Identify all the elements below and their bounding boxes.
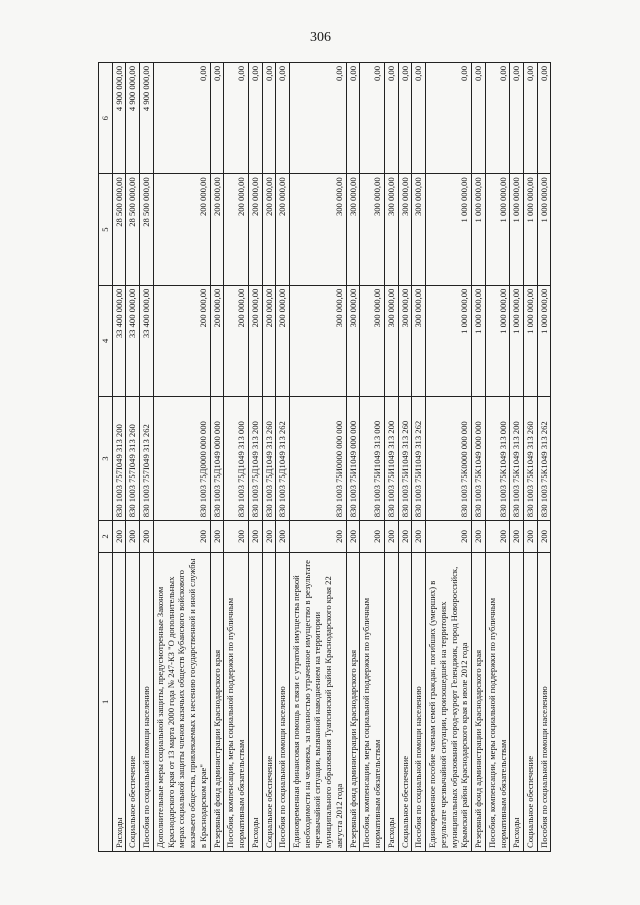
- table-cell: 200: [140, 521, 154, 552]
- table-cell: 200 000,00: [210, 174, 224, 285]
- budget-table: [98, 62, 551, 852]
- table-cell: 1 000 000,00: [537, 174, 551, 285]
- table-cell: 200: [472, 521, 486, 552]
- table-cell: 830 1003 757I049 313 262: [140, 397, 154, 521]
- table-row: [140, 63, 154, 852]
- table-cell: 830 1003 75И1049 313 262: [412, 397, 426, 521]
- table-cell: 200: [426, 521, 472, 552]
- table-cell: 0,00: [398, 63, 412, 174]
- header-cell: 3: [99, 397, 113, 521]
- table-cell: Социальное обеспечение: [262, 552, 276, 851]
- table-cell: 830 1003 75К1049 000 000: [472, 397, 486, 521]
- header-cell: 1: [99, 552, 113, 851]
- table-cell: 0,00: [248, 63, 262, 174]
- table-cell: 200: [523, 521, 537, 552]
- table-row: [472, 63, 486, 852]
- table-cell: 200: [210, 521, 224, 552]
- table-cell: 300 000,00: [412, 174, 426, 285]
- table-cell: 200 000,00: [262, 174, 276, 285]
- table-cell: 0,00: [472, 63, 486, 174]
- table-cell: 0,00: [360, 63, 384, 174]
- table-cell: 200: [290, 521, 347, 552]
- table-cell: 0,00: [426, 63, 472, 174]
- table-cell: Единовременное пособие членам семей граждан, погибших (умерших) в результате чрезвычайной ситуации, произошедшей на территориях муниципальных образований город-курорт Геленджик, город Новороссийск, Крымский район Краснодарского края в июле 2012 года: [426, 552, 472, 851]
- table-row: [224, 63, 248, 852]
- table-cell: 1 000 000,00: [472, 285, 486, 396]
- table-cell: 0,00: [153, 63, 210, 174]
- table-cell: 0,00: [290, 63, 347, 174]
- table-cell: Резервный фонд администрации Краснодарского края: [210, 552, 224, 851]
- table-cell: 830 1003 75Д1049 313 200: [248, 397, 262, 521]
- table-cell: Расходы: [384, 552, 398, 851]
- header-cell: 4: [99, 285, 113, 396]
- table-cell: 830 1003 75Д1049 313 260: [262, 397, 276, 521]
- table-cell: 300 000,00: [360, 285, 384, 396]
- table-cell: Пособия по социальной помощи населению: [412, 552, 426, 851]
- table-cell: 200 000,00: [276, 174, 290, 285]
- table-cell: 4 900 000,00: [140, 63, 154, 174]
- table-cell: 28 500 000,00: [140, 174, 154, 285]
- table-cell: 300 000,00: [384, 285, 398, 396]
- table-row: [210, 63, 224, 852]
- table-cell: 200 000,00: [153, 174, 210, 285]
- table-cell: 300 000,00: [398, 174, 412, 285]
- table-cell: 0,00: [412, 63, 426, 174]
- table-cell: 0,00: [523, 63, 537, 174]
- table-cell: 1 000 000,00: [510, 285, 524, 396]
- table-cell: 300 000,00: [346, 285, 360, 396]
- table-cell: 830 1003 75И0000 000 000: [290, 397, 347, 521]
- table-cell: Социальное обеспечение: [398, 552, 412, 851]
- table-cell: 200 000,00: [153, 285, 210, 396]
- table-cell: 200: [360, 521, 384, 552]
- table-cell: 200 000,00: [262, 285, 276, 396]
- table-cell: 830 1003 75Д1049 313 262: [276, 397, 290, 521]
- table-row: [248, 63, 262, 852]
- table-cell: 200 000,00: [248, 174, 262, 285]
- table-cell: Резервный фонд администрации Краснодарского края: [472, 552, 486, 851]
- table-cell: 200 000,00: [224, 174, 248, 285]
- table-cell: Пособия по социальной помощи населению: [276, 552, 290, 851]
- table-cell: 33 400 000,00: [140, 285, 154, 396]
- table-cell: 200 000,00: [276, 285, 290, 396]
- table-row: [523, 63, 537, 852]
- table-row: [360, 63, 384, 852]
- table-row: [384, 63, 398, 852]
- table-cell: Расходы: [510, 552, 524, 851]
- rotated-table-container: [98, 62, 549, 852]
- header-cell: 6: [99, 63, 113, 174]
- table-cell: 830 1003 75К0000 000 000: [426, 397, 472, 521]
- header-cell: 2: [99, 521, 113, 552]
- table-row: [346, 63, 360, 852]
- table-cell: 200: [510, 521, 524, 552]
- table-cell: 1 000 000,00: [472, 174, 486, 285]
- header-row: [99, 63, 113, 852]
- table-cell: 830 1003 75Д1049 313 000: [224, 397, 248, 521]
- table-cell: 200: [224, 521, 248, 552]
- table-cell: 200: [412, 521, 426, 552]
- table-row: [485, 63, 509, 852]
- table-cell: 830 1003 75И1049 000 000: [346, 397, 360, 521]
- table-cell: 33 400 000,00: [112, 285, 126, 396]
- table-cell: 0,00: [276, 63, 290, 174]
- table-cell: 830 1003 75К1049 313 260: [523, 397, 537, 521]
- table-cell: 0,00: [537, 63, 551, 174]
- table-cell: 830 1003 75К1049 313 200: [510, 397, 524, 521]
- table-cell: 200 000,00: [248, 285, 262, 396]
- table-row: [510, 63, 524, 852]
- table-cell: 830 1003 75Д0000 000 000: [153, 397, 210, 521]
- table-cell: 0,00: [485, 63, 509, 174]
- table-cell: 200: [537, 521, 551, 552]
- table-cell: 200 000,00: [224, 285, 248, 396]
- table-cell: Единовременная финансовая помощь в связи с утратой имущества первой необходимости на человека, за полностью утраченное имущество в результате чрезвычайной ситуации, вызванной наводнением на территории муниципального образования Туапсинский район Краснодарского края 22 августа 2012 года: [290, 552, 347, 851]
- table-row: [276, 63, 290, 852]
- table-cell: Пособия, компенсации, меры социальной поддержки по публичным нормативным обязательствам: [485, 552, 509, 851]
- table-cell: 830 1003 75К1049 313 000: [485, 397, 509, 521]
- table-cell: Социальное обеспечение: [126, 552, 140, 851]
- table-cell: 0,00: [224, 63, 248, 174]
- table-row: [537, 63, 551, 852]
- table-cell: 1 000 000,00: [485, 285, 509, 396]
- table-cell: 300 000,00: [290, 174, 347, 285]
- table-cell: 1 000 000,00: [426, 285, 472, 396]
- table-cell: 300 000,00: [412, 285, 426, 396]
- table-body: [99, 63, 551, 852]
- table-cell: 300 000,00: [398, 285, 412, 396]
- table-cell: 4 900 000,00: [112, 63, 126, 174]
- table-cell: Пособия по социальной помощи населению: [537, 552, 551, 851]
- table-row: [126, 63, 140, 852]
- table-row: [290, 63, 347, 852]
- table-cell: 300 000,00: [384, 174, 398, 285]
- table-cell: 33 400 000,00: [126, 285, 140, 396]
- table-cell: 0,00: [510, 63, 524, 174]
- table-cell: Расходы: [248, 552, 262, 851]
- table-cell: 200 000,00: [210, 285, 224, 396]
- table-cell: 200: [398, 521, 412, 552]
- table-row: [112, 63, 126, 852]
- table-cell: 0,00: [262, 63, 276, 174]
- table-cell: Пособия по социальной помощи населению: [140, 552, 154, 851]
- table-cell: 300 000,00: [346, 174, 360, 285]
- table-cell: 830 1003 75К1049 313 262: [537, 397, 551, 521]
- table-cell: 830 1003 75Д1049 000 000: [210, 397, 224, 521]
- table-cell: 1 000 000,00: [523, 285, 537, 396]
- table-cell: 200: [485, 521, 509, 552]
- table-row: [412, 63, 426, 852]
- table-row: [153, 63, 210, 852]
- table-cell: 200: [262, 521, 276, 552]
- table-cell: 0,00: [346, 63, 360, 174]
- table-cell: 830 1003 757I049 313 260: [126, 397, 140, 521]
- table-cell: 830 1003 75И1049 313 200: [384, 397, 398, 521]
- table-cell: 1 000 000,00: [523, 174, 537, 285]
- table-cell: 1 000 000,00: [426, 174, 472, 285]
- table-cell: 830 1003 757I049 313 200: [112, 397, 126, 521]
- table-cell: Пособия, компенсации, меры социальной поддержки по публичным нормативным обязательствам: [360, 552, 384, 851]
- table-cell: 0,00: [384, 63, 398, 174]
- table-cell: Социальное обеспечение: [523, 552, 537, 851]
- table-cell: 1 000 000,00: [485, 174, 509, 285]
- table-cell: 28 500 000,00: [126, 174, 140, 285]
- table-cell: 28 500 000,00: [112, 174, 126, 285]
- table-cell: 200: [248, 521, 262, 552]
- table-cell: Расходы: [112, 552, 126, 851]
- page-number: 306: [310, 30, 331, 45]
- table-cell: 200: [126, 521, 140, 552]
- table-cell: 300 000,00: [290, 285, 347, 396]
- table-cell: 200: [112, 521, 126, 552]
- table-cell: 4 900 000,00: [126, 63, 140, 174]
- table-cell: 0,00: [210, 63, 224, 174]
- table-cell: 200: [346, 521, 360, 552]
- table-cell: 830 1003 75И1049 313 260: [398, 397, 412, 521]
- table-cell: 1 000 000,00: [510, 174, 524, 285]
- table-cell: Пособия, компенсации, меры социальной поддержки по публичным нормативным обязательствам: [224, 552, 248, 851]
- header-cell: 5: [99, 174, 113, 285]
- table-cell: Дополнительные меры социальной защиты, предусмотренные Законом Краснодарского края от 13 марта 2000 года № 247-КЗ "О дополнительных мерах социальной защиты членов казачьих обществ Кубанского войскового казачьего общества, привлекаемых к несению государственной и иной службы в Краснодарском крае": [153, 552, 210, 851]
- table-cell: 200: [276, 521, 290, 552]
- table-cell: Резервный фонд администрации Краснодарского края: [346, 552, 360, 851]
- table-cell: 830 1003 75И1049 313 000: [360, 397, 384, 521]
- table-row: [426, 63, 472, 852]
- table-cell: 200: [153, 521, 210, 552]
- table-cell: 200: [384, 521, 398, 552]
- table-cell: 300 000,00: [360, 174, 384, 285]
- table-row: [262, 63, 276, 852]
- table-cell: 1 000 000,00: [537, 285, 551, 396]
- table-row: [398, 63, 412, 852]
